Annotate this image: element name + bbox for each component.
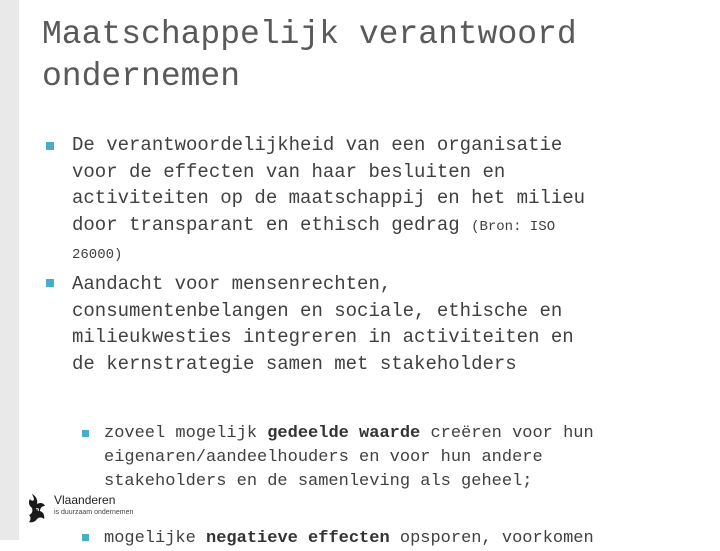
bullet-line: voor de effecten van haar besluiten en	[72, 160, 506, 183]
sub-bullet-marker	[82, 430, 89, 437]
bullet-line: consumentenbelangen en sociale, ethische en	[72, 299, 563, 322]
bullet-line: activiteiten op de maatschappij en het milieu	[72, 187, 586, 209]
logo-name: Vlaanderen	[54, 493, 116, 507]
sub-bullet-bold: negatieve effecten	[206, 529, 390, 548]
left-accent-bar	[0, 0, 19, 540]
source-note: (Bron: ISO	[471, 218, 556, 235]
sub-bullet-text: opsporen, voorkomen	[389, 529, 594, 548]
slide-title	[42, 14, 702, 98]
sub-bullet-text: creëren voor hun	[420, 424, 594, 443]
source-note-cont: 26000)	[72, 247, 123, 263]
vlaanderen-logo	[26, 492, 146, 526]
bullet-focus	[72, 271, 712, 377]
sub-bullet-bold: gedeelde waarde	[267, 424, 421, 443]
bullet-marker	[46, 279, 54, 287]
logo-tagline: is duurzaam ondernemen	[54, 509, 134, 516]
bullet-marker	[46, 142, 54, 150]
bullet-line: De verantwoordelijkheid van een organisatie	[72, 134, 563, 156]
title-line-1: Maatschappelijk verantwoord	[42, 16, 577, 53]
sub-bullet-negative-effects	[104, 527, 714, 551]
lion-icon	[26, 492, 52, 526]
sub-bullet-text: eigenaren/aandeelhouders en voor hun andere	[104, 448, 543, 467]
bullet-line: Aandacht voor mensenrechten,	[72, 273, 392, 295]
bullet-line: milieukwesties integreren in activiteiten en	[72, 326, 574, 348]
sub-bullet-text: zoveel mogelijk	[104, 424, 268, 443]
bullet-line: door transparant en ethisch gedrag	[72, 213, 460, 236]
sub-bullet-text: stakeholders en de samenleving als geheel;	[104, 472, 533, 491]
sub-bullet-shared-value	[104, 422, 714, 494]
bullet-line: de kernstrategie samen met stakeholders	[72, 352, 517, 375]
title-line-2: ondernemen	[42, 58, 241, 95]
bullet-definition	[72, 132, 712, 269]
sub-bullet-text: mogelijke	[104, 529, 207, 548]
